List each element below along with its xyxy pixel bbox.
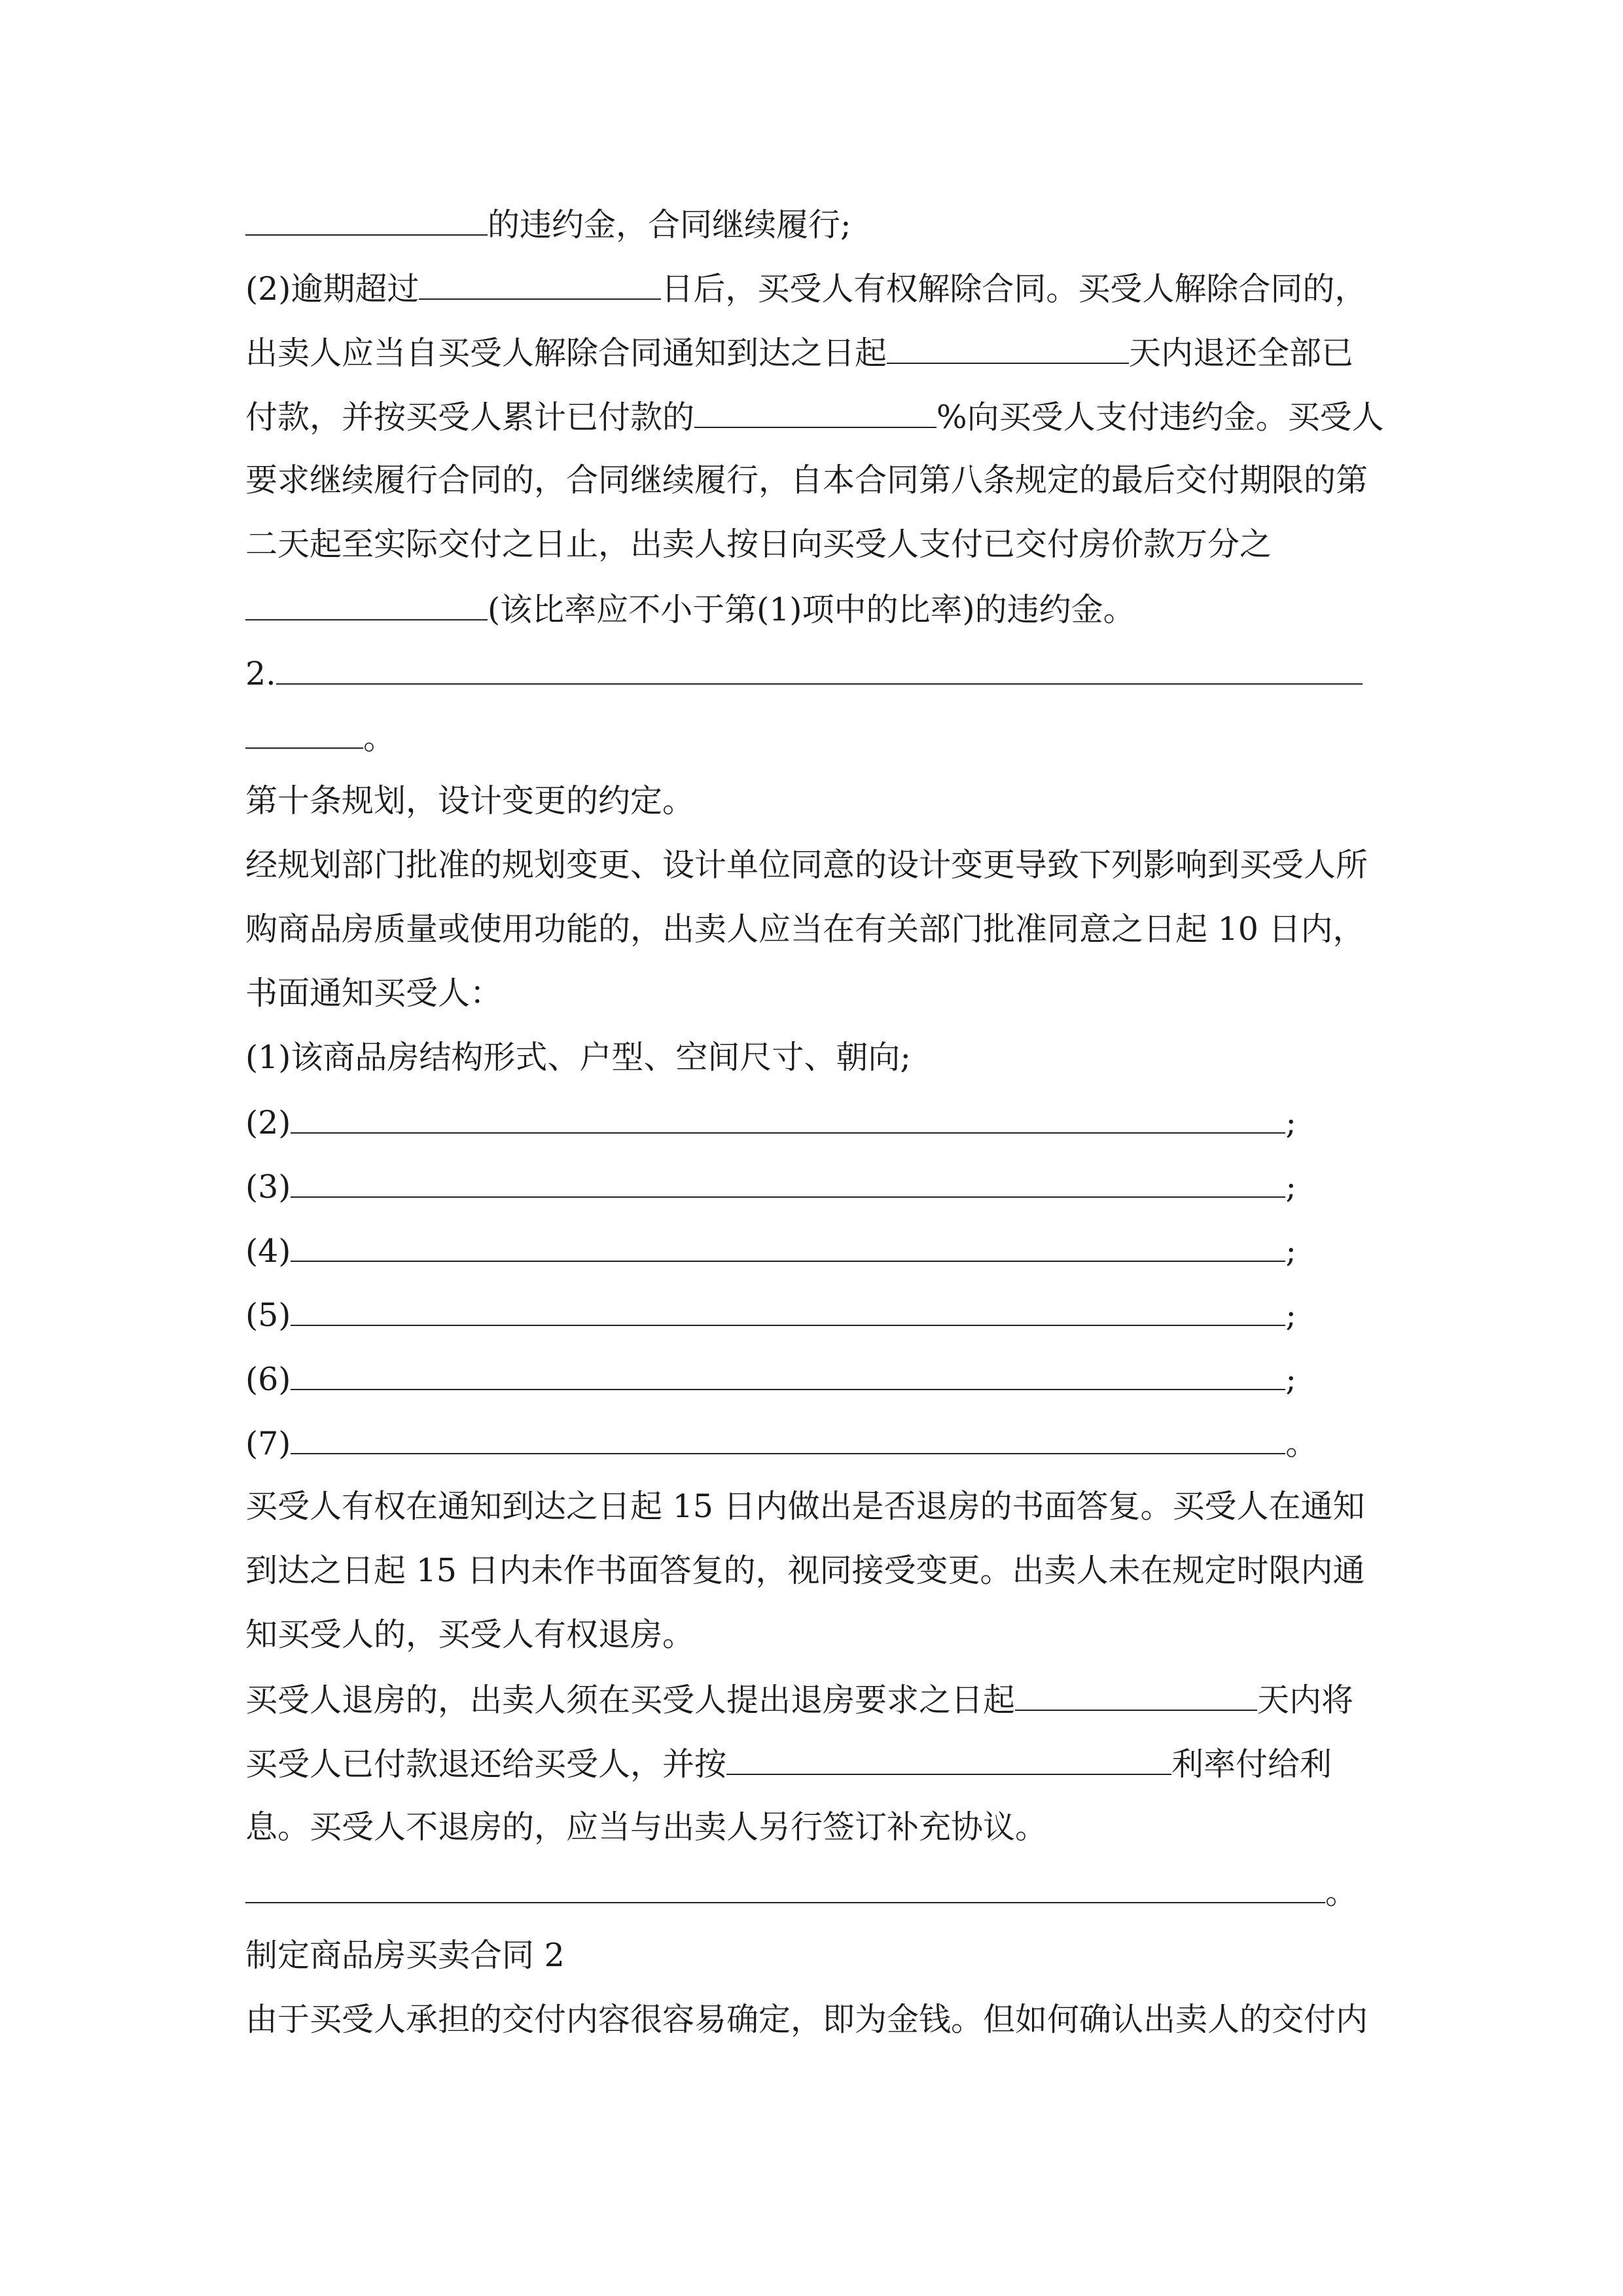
fill-blank[interactable] bbox=[291, 1102, 1285, 1134]
text-line: 要求继续履行合同的，合同继续履行，自本合同第八条规定的最后交付期限的第 bbox=[245, 461, 1368, 499]
fill-blank[interactable] bbox=[276, 653, 1363, 685]
text-line: 。 bbox=[245, 717, 395, 758]
fill-blank[interactable] bbox=[245, 204, 488, 236]
text-line: 2. bbox=[245, 653, 1363, 694]
fill-blank[interactable] bbox=[1015, 1679, 1257, 1711]
text-line: 知买受人的，买受人有权退房。 bbox=[245, 1616, 695, 1653]
text-line: 买受人有权在通知到达之日起 15 日内做出是否退房的书面答复。买受人在通知 bbox=[245, 1488, 1365, 1525]
text-line: 书面通知买受人： bbox=[245, 975, 503, 1012]
text-line: 购商品房质量或使用功能的，出卖人应当在有关部门批准同意之日起 10 日内， bbox=[245, 910, 1365, 948]
document-title: 制定商品房买卖合同 2 bbox=[245, 1937, 565, 1974]
fill-blank[interactable] bbox=[887, 332, 1129, 364]
text-line: 由于买受人承担的交付内容很容易确定，即为金钱。但如何确认出卖人的交付内 bbox=[245, 2001, 1368, 2038]
list-item: (7) 。 bbox=[245, 1423, 1317, 1463]
text-line: 息。买受人不退房的，应当与出卖人另行签订补充协议。 bbox=[245, 1808, 1048, 1846]
text-line: 二天起至实际交付之日止，出卖人按日向买受人支付已交付房价款万分之 bbox=[245, 526, 1272, 563]
text-line: 买受人退房的，出卖人须在买受人提出退房要求之日起 天内将 bbox=[245, 1679, 1353, 1720]
list-item: (6) ; bbox=[245, 1359, 1296, 1399]
section-heading: 第十条规划，设计变更的约定。 bbox=[245, 782, 695, 819]
fill-blank[interactable] bbox=[245, 717, 363, 749]
fill-blank[interactable] bbox=[694, 397, 936, 428]
fill-blank[interactable] bbox=[291, 1295, 1285, 1326]
fill-blank[interactable] bbox=[419, 268, 661, 300]
text-line: 到达之日起 15 日内未作书面答复的，视同接受变更。出卖人未在规定时限内通 bbox=[245, 1552, 1365, 1589]
text-line: 买受人已付款退还给买受人，并按 利率付给利 bbox=[245, 1744, 1332, 1784]
fill-blank[interactable] bbox=[291, 1166, 1285, 1198]
fill-blank[interactable] bbox=[245, 589, 488, 620]
fill-blank[interactable] bbox=[245, 1872, 1325, 1903]
text-line: 的违约金，合同继续履行; bbox=[245, 204, 851, 245]
text-line: 出卖人应当自买受人解除合同通知到达之日起 天内退还全部已 bbox=[245, 332, 1353, 373]
list-item: (3) ; bbox=[245, 1166, 1296, 1207]
fill-blank[interactable] bbox=[726, 1744, 1171, 1775]
text-line: 付款，并按买受人累计已付款的 %向买受人支付违约金。买受人 bbox=[245, 397, 1384, 437]
text-line: 经规划部门批准的规划变更、设计单位同意的设计变更导致下列影响到买受人所 bbox=[245, 846, 1368, 884]
fill-blank[interactable] bbox=[291, 1230, 1285, 1262]
text-line: 。 bbox=[245, 1872, 1357, 1912]
text-line: (2)逾期超过 日后，买受人有权解除合同。买受人解除合同的， bbox=[245, 268, 1366, 309]
fill-blank[interactable] bbox=[291, 1423, 1285, 1454]
fill-blank[interactable] bbox=[291, 1359, 1285, 1390]
list-item: (4) ; bbox=[245, 1230, 1296, 1271]
list-item: (5) ; bbox=[245, 1295, 1296, 1335]
list-item: (2) ; bbox=[245, 1102, 1296, 1143]
list-item: (1)该商品房结构形式、户型、空间尺寸、朝向; bbox=[245, 1039, 911, 1076]
text-line: (该比率应不小于第(1)项中的比率)的违约金。 bbox=[245, 589, 1135, 630]
